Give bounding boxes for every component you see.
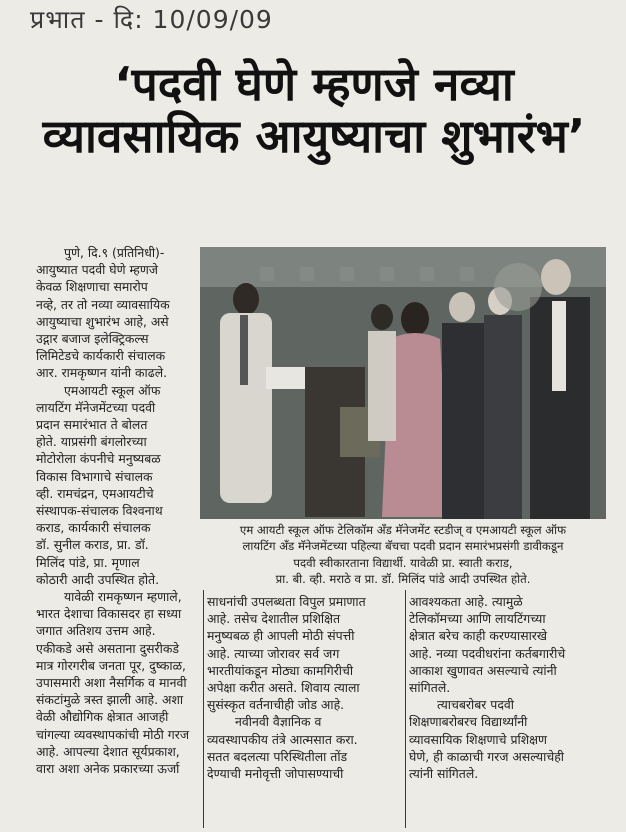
caption-line: प्रा. बी. व्ही. मराठे व प्रा. डॉ. मिलिंद पांडे आदी उपस्थित होते. — [275, 571, 531, 586]
article-line: आवश्यकता आहे. त्यामुळे — [409, 594, 523, 609]
article-line: व्यवस्थापकीय तंत्रे आत्मसात करा. — [207, 731, 358, 747]
article-line: प्रदान समारंभात ते बोलत — [36, 417, 148, 433]
caption-line: पदवी स्वीकारताना विद्यार्थी. यावेळी प्रा. स्वाती कराड, — [293, 555, 513, 570]
article-line: आहे. त्याच्या जोरावर सर्व जग — [207, 645, 340, 661]
article-line: विकास विभागाचे संचालक — [36, 468, 153, 484]
article-column-2 — [207, 593, 403, 782]
article-line: आयुष्याचा शुभारंभ आहे, असे — [36, 313, 169, 329]
article-line: शिक्षणाबरोबरच विद्यार्थ्यांनी — [409, 714, 528, 730]
article-line: टेलिकॉमच्या आणि लायटिंगच्या — [409, 611, 546, 627]
article-line: लिमिटेडचे कार्यकारी संचालक — [36, 348, 166, 364]
article-line: व्यावसायिक शिक्षणाचे प्रशिक्षण — [409, 731, 547, 747]
article-line: आहे. आपल्या देशात सूर्यप्रकाश, — [36, 743, 180, 759]
news-photo — [200, 247, 606, 519]
column-divider — [405, 590, 406, 828]
article-column-1 — [36, 244, 196, 777]
article-line: वेळी औद्योगिक क्षेत्रात आजही — [36, 709, 169, 725]
article-line: सुसंस्कृत वर्तनाचीही जोड आहे. — [207, 697, 345, 713]
article-line: यावेळी रामकृष्णन म्हणाले, — [64, 589, 182, 605]
article-line: कराड, कार्यकारी संचालक — [36, 520, 151, 536]
article-line: मोटोरोला कंपनीचे मनुष्यबळ — [36, 451, 161, 467]
article-column-3 — [409, 593, 605, 782]
article-line: मात्र गोरगरीब जनता पूर, दुष्काळ, — [36, 657, 186, 673]
headline — [22, 58, 606, 163]
article-line: वारा अशा अनेक प्रकारच्या ऊर्जा — [36, 761, 180, 777]
article-line: भारतीयांकडून मोठ्या कामगिरीची — [207, 662, 354, 678]
article-line: चांगल्या व्यवस्थापकांची मोठी गरज — [36, 726, 190, 742]
article-line: आयुष्यात पदवी घेणे म्हणजे — [36, 262, 158, 278]
article-line: संकटांमुळे त्रस्त झाली आहे. अशा — [36, 692, 184, 708]
caption-line: एम आयटी स्कूल ऑफ टेलिकॉम अँड मॅनेजमेंट स्टडीज् व एमआयटी स्कूल ऑफ — [239, 523, 567, 537]
article-line: मिलिंद पांडे, प्रा. मृणाल — [36, 554, 140, 570]
article-line: संस्थापक-संचालक विश्वनाथ — [36, 503, 163, 519]
article-line: जगात अतिशय उत्तम आहे. — [36, 623, 156, 639]
handwritten-date-note: प्रभात - दि: 10/09/09 — [30, 5, 273, 34]
article-line: एकीकडे असे असताना दुसरीकडे — [36, 640, 179, 656]
article-line: आहे. नव्या पदवीधरांना कर्तबगारीचे — [409, 645, 566, 661]
article-line: उपासमारी अशा नैसर्गिक व मानवी — [36, 675, 187, 691]
article-line: लायटिंग मॅनेजमेंटच्या पदवी — [36, 399, 156, 415]
article-line: एमआयटी स्कूल ऑफ — [64, 382, 161, 398]
article-line: नव्हे, तर तो नव्या व्यावसायिक — [36, 296, 170, 312]
article-line: केवळ शिक्षणाचा समारोप — [36, 279, 148, 295]
article-line: डॉ. सुनील कराड, प्रा. डॉ. — [36, 537, 149, 553]
article-line: आकाश खुणावत असल्याचे त्यांनी — [409, 662, 557, 678]
article-line: उद्गार बजाज इलेक्ट्रिकल्स — [36, 331, 149, 347]
ceremony-photo-illustration — [200, 247, 606, 519]
headline-line-2: व्यावसायिक आयुष्याचा शुभारंभ’ — [42, 109, 586, 164]
article-line: व्ही. रामचंद्रन, एमआयटीचे — [36, 485, 154, 501]
article-line: पुणे, दि.९ (प्रतिनिधी)- — [64, 245, 165, 260]
article-line: घेणे, ही काळाची गरज असल्याचेही — [409, 748, 564, 764]
caption-line: लायटिंग अँड मॅनेजमेंटच्या पहिल्या बॅचचा पदवी प्रदान समारंभप्रसंगी डावीकडून — [242, 539, 564, 554]
article-line: भारत देशाचा विकासदर हा सध्या — [36, 606, 182, 622]
article-line: होते. याप्रसंगी बंगलोरच्या — [36, 434, 147, 450]
article-line: सतत बदलत्या परिस्थितीला तोंड — [207, 748, 348, 764]
photo-caption — [200, 522, 606, 587]
column-divider — [203, 590, 204, 828]
article-line: मनुष्यबळ ही आपली मोठी संपत्ती — [207, 628, 355, 644]
article-line: साधनांची उपलब्धता विपुल प्रमाणात — [207, 594, 366, 609]
article-line: आहे. तसेच देशातील प्रशिक्षित — [207, 611, 341, 627]
article-line: नवीनवी वैज्ञानिक व — [235, 714, 322, 730]
article-line: सांगितले. — [409, 680, 451, 696]
article-line: त्याचबरोबर पदवी — [437, 697, 515, 713]
article-line: कोठारी आदी उपस्थित होते. — [36, 571, 160, 587]
article-line: आर. रामकृष्णन यांनी काढले. — [36, 365, 168, 381]
article-line: त्यांनी सांगितले. — [409, 766, 479, 782]
article-line: देण्याची मनोवृत्ती जोपासण्याची — [207, 766, 344, 782]
article-line: क्षेत्रात बरेच काही करण्यासारखे — [409, 628, 547, 644]
headline-line-1: ‘पदवी घेणे म्हणजे नव्या — [114, 57, 514, 111]
article-line: अपेक्षा करीत असते. शिवाय त्याला — [207, 680, 360, 696]
